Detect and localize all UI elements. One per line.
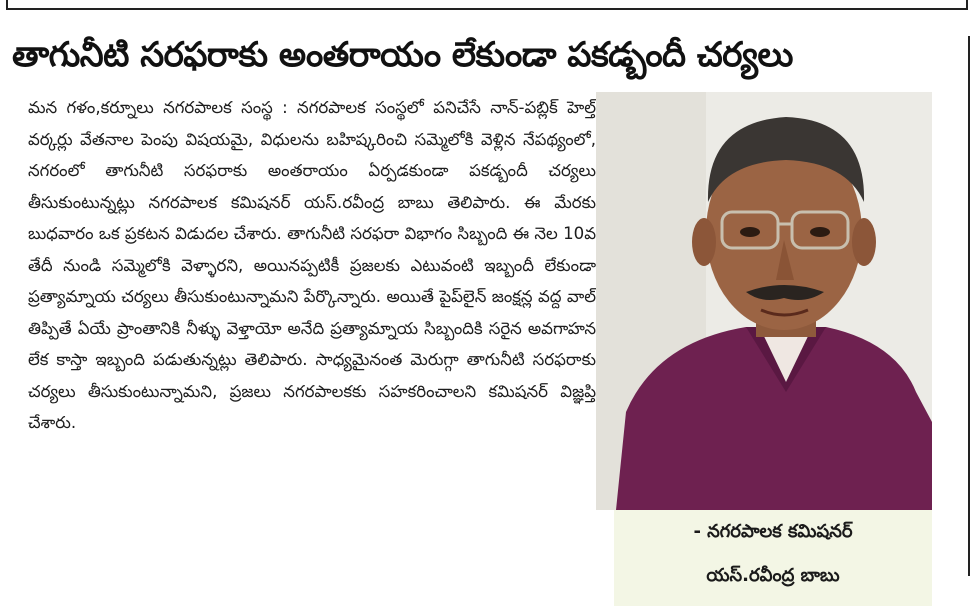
article-body: మన గళం,కర్నూలు నగరపాలక సంస్థ : నగరపాలక సంస్థలో పనిచేసే నాన్-పబ్లిక్ హెల్త్ వర్కర్లు వేతనాల పెంపు విషయమై, విధులను బహిష్కరించి సమ్మెలోకి వెళ్లిన నేపథ్యంలో, నగరంలో తాగునీటి సరఫరాకు అంతరాయం ఏర్పడకుండా పకడ్బందీ చర్యలు తీసుకుంటున్నట్లు నగరపాలక కమిషనర్ యస్.రవీంద్ర బాబు తెలిపారు. ఈ మేరకు బుధవారం ఒక ప్రకటన విడుదల చేశారు. తాగునీటి సరఫరా విభాగం సిబ్బంది ఈ నెల 10వ తేదీ నుండి సమ్మెలోకి వెళ్ళారని, అయినప్పటికీ ప్రజలకు ఎటువంటి ఇబ్బందీ లేకుండా ప్రత్యామ్నాయ చర్యలు తీసుకుంటున్నామని పేర్కొన్నారు. అయితే పైప్‌లైన్ జంక్షన్ల వద్ద వాల్ తిప్పితే ఏయే ప్రాంతానికి నీళ్ళు వెళ్తాయో అనేది ప్రత్యామ్నాయ సిబ్బందికి సరైన అవగాహన లేక కాస్తా ఇబ్బంది పడుతున్నట్లు తెలిపారు. సాధ్యమైనంత మెరుగ్గా తాగునీటి సరఫరాకు చర్యలు తీసుకుంటున్నామని, ప్రజలు నగరపాలకకు సహకరించాలని కమిషనర్ విజ్ఞప్తి చేశారు. [28, 98, 596, 432]
photo-caption [614, 510, 932, 606]
page-frame-top [6, 0, 968, 10]
column-divider [968, 36, 970, 576]
caption-name: యస్.రవీంద్ర బాబు [706, 565, 840, 586]
caption-title: - నగరపాలక కమిషనర్ [693, 521, 853, 542]
commissioner-photo [596, 92, 932, 510]
headline: తాగునీటి సరఫరాకు అంతరాయం లేకుండా పకడ్బందీ చర్యలు [12, 35, 793, 75]
